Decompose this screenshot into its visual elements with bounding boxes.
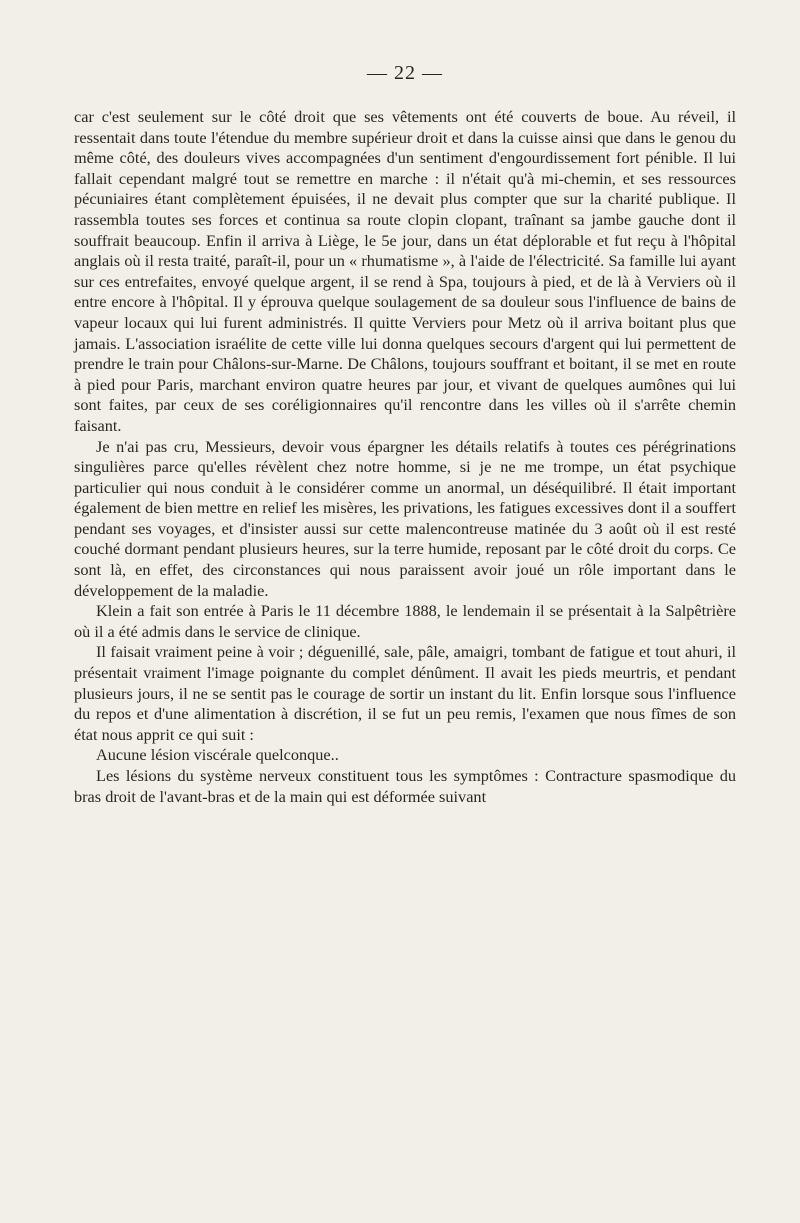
paragraph: Aucune lésion viscérale quelconque..	[96, 745, 339, 765]
paragraph: car c'est seulement sur le côté droit que ses vêtements ont été couverts de boue. Au réveil, il ressentait dans toute l'étendue du membre supérieur droit et dans la cuisse ainsi que dans le genou du même côté, des douleurs vives accompagnées d'un sentiment d'engourdissement fort pénible. Il lui fallait cependant malgré tout se remettre en marche : il n'était qu'à mi-chemin, et ses ressources pécuniaires étant complètement épuisées, il ne devait plus compter que sur la charité publique. Il rassembla toutes ses forces et continua sa route clopin clopant, traînant sa jambe gauche dont il souffrait beaucoup. Enfin il arriva à Liège, le 5e jour, dans un état déplorable et fut reçu à l'hôpital anglais où il resta traité, paraît-il, pour un « rhumatisme », à l'aide de l'électricité. Sa famille lui ayant sur ces entrefaites, envoyé quelque argent, il se rend à Spa, toujours à pied, et de là à Verviers où il entre encore à l'hôpital. Il y éprouva quelque soulagement de sa douleur sous l'influence de bains de vapeur locaux qui lui furent administrés. Il quitte Verviers pour Metz où il arriva boitant plus que jamais. L'association israélite de cette ville lui donna quelques secours d'argent qui lui permettent de prendre le train pour Châlons-sur-Marne. De Châlons, toujours souffrant et boitant, il se met en route à pied pour Paris, marchant environ quatre heures par jour, et vivant de quelques aumônes qui lui sont faites, par ceux de ses coréligionnaires qu'il rencontre dans les villes où il s'arrête chemin faisant.	[74, 107, 736, 435]
page-number: — 22 —	[367, 62, 443, 84]
paragraph: Klein a fait son entrée à Paris le 11 décembre 1888, le lendemain il se présentait à la Salpêtrière où il a été admis dans le service de clinique.	[74, 601, 736, 641]
paragraph: Les lésions du système nerveux constituent tous les symptômes : Contracture spasmodique du bras droit de l'avant-bras et de la main qui est déformée suivant	[74, 766, 736, 806]
paragraph: Il faisait vraiment peine à voir ; déguenillé, sale, pâle, amaigri, tombant de fatigue et tout ahuri, il présentait vraiment l'image poignante du complet dénûment. Il avait les pieds meurtris, et pendant plusieurs jours, il ne se sentit pas le courage de sortir un instant du lit. Enfin lorsque sous l'influence du repos et d'une alimentation à discrétion, il se fut un peu remis, l'examen que nous fîmes de son état nous apprit ce qui suit :	[74, 642, 736, 744]
paragraph: Je n'ai pas cru, Messieurs, devoir vous épargner les détails relatifs à toutes ces pérégrinations singulières parce qu'elles révèlent chez notre homme, si je ne me trompe, un état psychique particulier qui nous conduit à le considérer comme un anormal, un déséquilibré. Il était important également de bien mettre en relief les misères, les privations, les fatigues excessives dont il a souffert pendant ses voyages, et d'insister aussi sur cette malencontreuse matinée du 3 août où il est resté couché dormant pendant plusieurs heures, sur la terre humide, reposant par le côté droit du corps. Ce sont là, en effet, des circonstances qui nous paraissent avoir joué un rôle important dans le développement de la maladie.	[74, 436, 736, 600]
page-body	[74, 107, 736, 807]
